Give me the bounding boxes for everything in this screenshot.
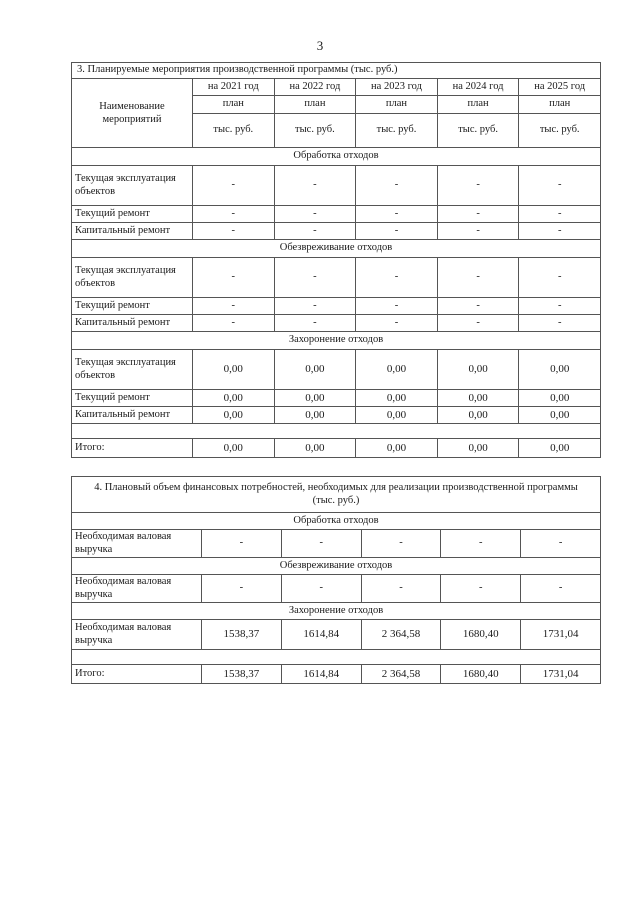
table-row bbox=[72, 315, 601, 332]
cell-value: - bbox=[521, 530, 601, 558]
row-label: Необходимая валовая выручка bbox=[72, 530, 202, 558]
cell-value: 0,00 bbox=[356, 390, 438, 407]
year-header: на 2023 год bbox=[356, 79, 438, 96]
cell-value: 0,00 bbox=[274, 407, 356, 424]
spacer-row bbox=[72, 424, 601, 439]
cell-value: - bbox=[202, 575, 282, 603]
cell-value: - bbox=[437, 258, 519, 298]
row-label: Текущая эксплуатация объектов bbox=[72, 258, 193, 298]
cell-value: - bbox=[519, 258, 601, 298]
cell-value: - bbox=[281, 530, 361, 558]
plan-header: план bbox=[193, 96, 275, 114]
total-value: 1680,40 bbox=[441, 665, 521, 684]
unit-header: тыс. руб. bbox=[274, 114, 356, 148]
cell-value: - bbox=[519, 166, 601, 206]
total-value: 0,00 bbox=[193, 439, 275, 458]
cell-value: - bbox=[437, 206, 519, 223]
financial-needs-table bbox=[71, 476, 601, 684]
cell-value: - bbox=[437, 166, 519, 206]
cell-value: - bbox=[274, 166, 356, 206]
unit-header: тыс. руб. bbox=[519, 114, 601, 148]
cell-value: - bbox=[437, 223, 519, 240]
page-number: 3 bbox=[316, 38, 324, 53]
cell-value: - bbox=[356, 223, 438, 240]
cell-value: - bbox=[441, 575, 521, 603]
production-activities-table bbox=[71, 62, 601, 458]
cell-value: - bbox=[519, 315, 601, 332]
empty-cell bbox=[72, 424, 601, 439]
cell-value: 0,00 bbox=[356, 350, 438, 390]
cell-value: - bbox=[356, 166, 438, 206]
name-column-header: Наименование мероприятий bbox=[72, 79, 193, 148]
row-label: Капитальный ремонт bbox=[72, 223, 193, 240]
table-row bbox=[72, 407, 601, 424]
row-label: Капитальный ремонт bbox=[72, 315, 193, 332]
spacer-row bbox=[72, 650, 601, 665]
total-label: Итого: bbox=[72, 665, 202, 684]
table-row bbox=[72, 390, 601, 407]
cell-value: 0,00 bbox=[356, 407, 438, 424]
row-label: Текущая эксплуатация объектов bbox=[72, 350, 193, 390]
cell-value: 1731,04 bbox=[521, 620, 601, 650]
cell-value: - bbox=[193, 315, 275, 332]
row-label: Необходимая валовая выручка bbox=[72, 620, 202, 650]
cell-value: - bbox=[274, 315, 356, 332]
cell-value: - bbox=[193, 298, 275, 315]
plan-header: план bbox=[437, 96, 519, 114]
section-title: Захоронение отходов bbox=[72, 332, 601, 350]
table-row bbox=[72, 530, 601, 558]
cell-value: - bbox=[519, 298, 601, 315]
row-label: Текущая эксплуатация объектов bbox=[72, 166, 193, 206]
unit-header: тыс. руб. bbox=[356, 114, 438, 148]
section-title: Обезвреживание отходов bbox=[72, 240, 601, 258]
row-label: Капитальный ремонт bbox=[72, 407, 193, 424]
table-row bbox=[72, 223, 601, 240]
row-label: Необходимая валовая выручка bbox=[72, 575, 202, 603]
row-label: Текущий ремонт bbox=[72, 206, 193, 223]
table-row bbox=[72, 620, 601, 650]
cell-value: - bbox=[193, 166, 275, 206]
year-header: на 2024 год bbox=[437, 79, 519, 96]
cell-value: - bbox=[274, 298, 356, 315]
cell-value: 0,00 bbox=[274, 390, 356, 407]
cell-value: - bbox=[519, 206, 601, 223]
cell-value: 0,00 bbox=[437, 407, 519, 424]
cell-value: - bbox=[356, 258, 438, 298]
cell-value: - bbox=[437, 315, 519, 332]
year-header: на 2021 год bbox=[193, 79, 275, 96]
unit-header: тыс. руб. bbox=[193, 114, 275, 148]
cell-value: 2 364,58 bbox=[361, 620, 441, 650]
cell-value: - bbox=[361, 575, 441, 603]
row-label: Текущий ремонт bbox=[72, 390, 193, 407]
cell-value: 0,00 bbox=[193, 407, 275, 424]
total-value: 0,00 bbox=[356, 439, 438, 458]
total-value: 0,00 bbox=[519, 439, 601, 458]
table-row bbox=[72, 258, 601, 298]
cell-value: - bbox=[519, 223, 601, 240]
total-value: 0,00 bbox=[274, 439, 356, 458]
table-row bbox=[72, 575, 601, 603]
cell-value: - bbox=[274, 223, 356, 240]
cell-value: 0,00 bbox=[274, 350, 356, 390]
cell-value: 0,00 bbox=[193, 390, 275, 407]
section-title: Обработка отходов bbox=[72, 148, 601, 166]
cell-value: - bbox=[521, 575, 601, 603]
total-value: 1731,04 bbox=[521, 665, 601, 684]
plan-header: план bbox=[356, 96, 438, 114]
total-row bbox=[72, 665, 601, 684]
cell-value: - bbox=[274, 258, 356, 298]
cell-value: - bbox=[437, 298, 519, 315]
cell-value: - bbox=[193, 206, 275, 223]
table-row bbox=[72, 298, 601, 315]
cell-value: 0,00 bbox=[519, 407, 601, 424]
table-row bbox=[72, 166, 601, 206]
cell-value: 0,00 bbox=[519, 350, 601, 390]
plan-header: план bbox=[519, 96, 601, 114]
total-value: 2 364,58 bbox=[361, 665, 441, 684]
cell-value: 0,00 bbox=[437, 390, 519, 407]
year-header: на 2022 год bbox=[274, 79, 356, 96]
cell-value: 0,00 bbox=[193, 350, 275, 390]
table1-title: 3. Планируемые мероприятия производственной программы (тыс. руб.) bbox=[72, 63, 601, 79]
cell-value: - bbox=[193, 258, 275, 298]
cell-value: 1680,40 bbox=[441, 620, 521, 650]
cell-value: 0,00 bbox=[437, 350, 519, 390]
table-row bbox=[72, 350, 601, 390]
row-label: Текущий ремонт bbox=[72, 298, 193, 315]
cell-value: - bbox=[356, 298, 438, 315]
total-value: 0,00 bbox=[437, 439, 519, 458]
total-label: Итого: bbox=[72, 439, 193, 458]
cell-value: 0,00 bbox=[519, 390, 601, 407]
section-title: Захоронение отходов bbox=[72, 603, 601, 620]
cell-value: - bbox=[274, 206, 356, 223]
table2-title: 4. Плановый объем финансовых потребностей, необходимых для реализации производственной программы (тыс. руб.) bbox=[72, 477, 601, 513]
cell-value: - bbox=[441, 530, 521, 558]
cell-value: 1538,37 bbox=[202, 620, 282, 650]
total-value: 1614,84 bbox=[281, 665, 361, 684]
section-title: Обезвреживание отходов bbox=[72, 558, 601, 575]
cell-value: - bbox=[202, 530, 282, 558]
total-row bbox=[72, 439, 601, 458]
cell-value: - bbox=[356, 315, 438, 332]
cell-value: 1614,84 bbox=[281, 620, 361, 650]
cell-value: - bbox=[281, 575, 361, 603]
section-title: Обработка отходов bbox=[72, 513, 601, 530]
table-row bbox=[72, 206, 601, 223]
unit-header: тыс. руб. bbox=[437, 114, 519, 148]
empty-cell bbox=[72, 650, 601, 665]
cell-value: - bbox=[356, 206, 438, 223]
cell-value: - bbox=[193, 223, 275, 240]
cell-value: - bbox=[361, 530, 441, 558]
year-header: на 2025 год bbox=[519, 79, 601, 96]
total-value: 1538,37 bbox=[202, 665, 282, 684]
plan-header: план bbox=[274, 96, 356, 114]
